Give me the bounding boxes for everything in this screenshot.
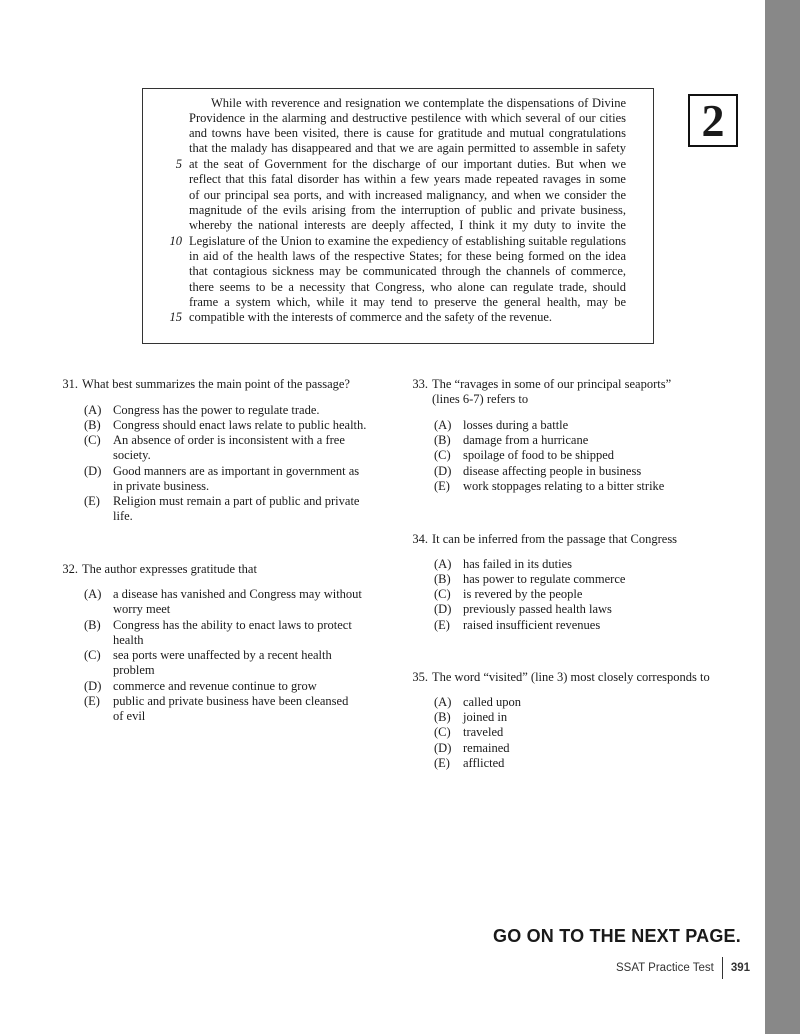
choice-letter: (D)	[84, 679, 102, 693]
choice-text: traveled	[463, 725, 504, 739]
footer-label: SSAT Practice Test	[616, 962, 714, 974]
choice-letter: (E)	[84, 494, 100, 508]
passage-line: frame a system which, while it may tend to preserve the general health, may be	[189, 295, 626, 309]
passage-line: there seems to be a necessity that Congress, who alone can regulate trade, should	[189, 280, 626, 294]
choice-letter: (A)	[84, 403, 102, 417]
go-on-instruction: GO ON TO THE NEXT PAGE.	[493, 926, 741, 946]
choice-text: worry meet	[113, 602, 171, 616]
choice-text: of evil	[113, 709, 146, 723]
page-edge-tab	[765, 0, 800, 1034]
choice-text: Religion must remain a part of public and private	[113, 494, 360, 508]
choice-text: society.	[113, 448, 151, 462]
choice-text: called upon	[463, 695, 521, 709]
choice-text: commerce and revenue continue to grow	[113, 679, 317, 693]
choice-text: afflicted	[463, 756, 505, 770]
choice-text: Congress has the power to regulate trade.	[113, 403, 320, 417]
question-number: 31.	[62, 377, 78, 391]
choice-text: work stoppages relating to a bitter strike	[463, 479, 665, 493]
choice-text: spoilage of food to be shipped	[463, 448, 615, 462]
question-stem: What best summarizes the main point of the passage?	[82, 377, 350, 391]
choice-letter: (E)	[434, 479, 450, 493]
choice-letter: (A)	[434, 557, 452, 571]
question-number: 34.	[412, 532, 428, 546]
choice-text: in private business.	[113, 479, 210, 493]
choice-text: problem	[113, 663, 155, 677]
choice-text: remained	[463, 741, 510, 755]
page-footer	[616, 959, 750, 977]
choice-text: public and private business have been cleansed	[113, 694, 349, 708]
choice-letter: (C)	[84, 648, 101, 662]
passage-line: Providence in the alarming and destructive pestilence with which several of our cities	[189, 111, 626, 125]
choice-letter: (C)	[434, 587, 451, 601]
choice-text: losses during a battle	[463, 418, 569, 432]
choice-text: damage from a hurricane	[463, 433, 589, 447]
choice-letter: (A)	[434, 418, 452, 432]
choice-text: has power to regulate commerce	[463, 572, 626, 586]
passage-line: magnitude of the evils arising from the interruption of public and private business,	[189, 203, 626, 217]
choice-letter: (E)	[434, 618, 450, 632]
passage-line: compatible with the interests of commerce and the safety of the revenue.	[189, 310, 553, 324]
choice-letter: (C)	[434, 448, 451, 462]
passage-line: in aid of the health laws of the respective States; for these being formed on the idea	[189, 249, 626, 263]
passage-line: whereby the national interests are deeply affected, I think it my duty to invite the	[189, 218, 626, 232]
choice-letter: (D)	[434, 602, 452, 616]
choice-text: sea ports were unaffected by a recent health	[113, 648, 332, 662]
choice-text: a disease has vanished and Congress may without	[113, 587, 362, 601]
choice-letter: (B)	[434, 572, 451, 586]
passage-line: that the malady has disappeared and that we are again permitted to assemble in safety	[189, 141, 626, 155]
choice-letter: (B)	[434, 433, 451, 447]
line-number: 10	[169, 234, 182, 248]
choice-letter: (C)	[434, 725, 451, 739]
choice-text: Congress has the ability to enact laws to protect	[113, 618, 352, 632]
choice-text: Good manners are as important in government as	[113, 464, 360, 478]
choice-text: An absence of order is inconsistent with a free	[113, 433, 345, 447]
choice-text: has failed in its duties	[463, 557, 573, 571]
section-number-badge: 2	[688, 94, 738, 147]
choice-letter: (D)	[434, 464, 452, 478]
choice-letter: (B)	[84, 418, 101, 432]
line-number: 15	[169, 310, 182, 324]
choice-text: life.	[113, 509, 133, 523]
passage-line: Legislature of the Union to examine the expediency of establishing suitable regulations	[189, 234, 626, 248]
question-stem: The “ravages in some of our principal seaports”	[432, 377, 672, 391]
choice-letter: (E)	[84, 694, 100, 708]
choice-text: disease affecting people in business	[463, 464, 642, 478]
question-stem: The author expresses gratitude that	[82, 562, 257, 576]
choice-text: health	[113, 633, 144, 647]
choice-text: is revered by the people	[463, 587, 583, 601]
choice-letter: (E)	[434, 756, 450, 770]
footer-divider	[722, 957, 723, 979]
passage-line: and towns have been visited, there is cause for gratitude and mutual congratulations	[189, 126, 626, 140]
question-stem: The word “visited” (line 3) most closely corresponds to	[432, 670, 710, 684]
choice-letter: (D)	[434, 741, 452, 755]
choice-letter: (B)	[434, 710, 451, 724]
choice-text: Congress should enact laws relate to public health.	[113, 418, 367, 432]
choice-text: raised insufficient revenues	[463, 618, 601, 632]
choice-letter: (B)	[84, 618, 101, 632]
choice-letter: (D)	[84, 464, 102, 478]
passage-line: While with reverence and resignation we contemplate the dispensations of Divine	[211, 96, 626, 110]
passage-line: that contagious sickness may be communicated through the channels of commerce,	[189, 264, 626, 278]
line-number: 5	[175, 157, 182, 171]
question-number: 35.	[412, 670, 428, 684]
passage-line: at the seat of Government for the discharge of our important duties. But when we	[189, 157, 626, 171]
choice-letter: (C)	[84, 433, 101, 447]
passage-line: of our principal sea ports, and with increased malignancy, and when we consider the	[189, 188, 626, 202]
choice-text: joined in	[463, 710, 508, 724]
question-number: 32.	[62, 562, 78, 576]
question-stem: (lines 6-7) refers to	[432, 392, 529, 406]
passage-line: reflect that this fatal disorder has within a few years made repeated ravages in some	[189, 172, 626, 186]
choice-letter: (A)	[434, 695, 452, 709]
question-number: 33.	[412, 377, 428, 391]
choice-letter: (A)	[84, 587, 102, 601]
question-stem: It can be inferred from the passage that Congress	[432, 532, 678, 546]
choice-text: previously passed health laws	[463, 602, 612, 616]
page-number: 391	[730, 962, 750, 974]
